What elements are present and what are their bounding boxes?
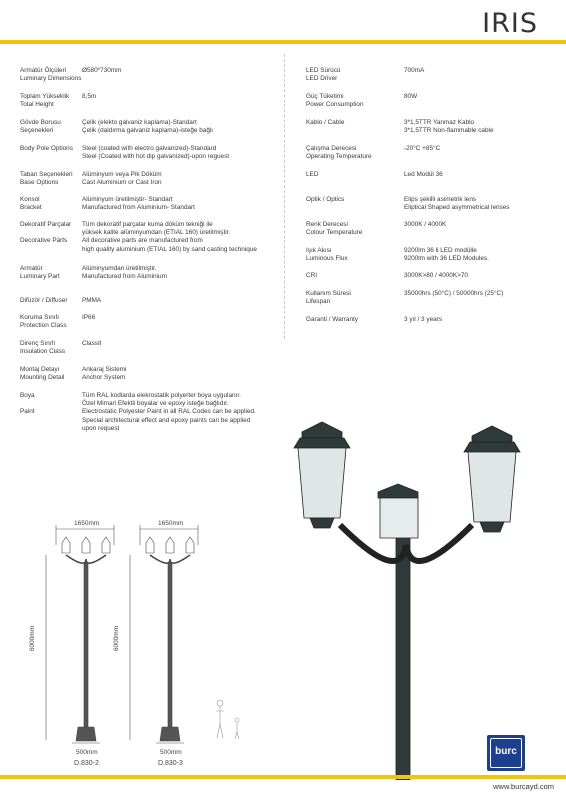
spec-value-line: Special architectural effect and epoxy paints can be applied [82,416,251,424]
spec-value-line: Alüminyumdan üretilmiştir. [82,265,157,272]
spec-label [20,119,61,135]
spec-label-line: Insulation Class [20,348,66,356]
spec-value-line: yüksek kalite alüminyumdan (ETIAL 160) üretilmiştir. [82,229,231,237]
spec-label [306,196,344,204]
spec-label-line: Lifespan [306,298,331,306]
spec-label-line: Luminary Dimensions [20,75,82,83]
spec-value-line: Tüm RAL kodlarda elekrostatik polyerter boya uygulanır. [82,392,241,399]
spec-label-line: Işık Akısı [306,247,332,254]
spec-label [306,93,364,109]
spec-value [82,265,167,281]
spec-label-line: Luminary Part [20,273,60,281]
spec-label-line: Paint [20,408,35,416]
spec-label [306,272,317,280]
spec-value [404,93,417,101]
spec-label-line: LED Sürücü [306,67,341,74]
spec-label-line [20,400,35,408]
spec-value-line: Elips şekilli asimetrik lens [404,196,477,203]
spec-label [306,290,351,306]
spec-value-line: 9200lm with 36 LED Modules. [404,255,489,263]
spec-label-line: Power Consumption [306,101,364,109]
spec-value-line: Steel (Coated with hot dip galvanized)-upon reguest [82,153,230,161]
spec-value [82,171,162,187]
spec-value [404,196,510,212]
model-code-2: D.830-3 [158,760,183,767]
spec-label [20,93,69,109]
bottom-accent-bar [0,775,566,779]
spec-value-line: 80W [404,93,418,100]
spec-value [404,171,443,179]
spec-value-line: 3 yıl / 3 years [404,316,443,323]
spec-value-line: Alüminyum üretilmiştir- Standart [82,196,173,203]
spec-value-line: Eliptical Shaped asymmetrical lenses [404,204,510,212]
spec-value-line: Led Modül 36 [404,171,443,178]
spec-value [82,196,195,212]
spec-label-line: Konsol [20,196,40,203]
spec-label-line: Direnç Sınıfı [20,340,56,347]
spec-label [20,392,35,417]
spec-value [404,145,440,153]
spec-value [82,314,95,322]
spec-label-line [20,229,71,237]
model-code-1: D.830-2 [74,760,99,767]
product-illustration [280,420,566,780]
base-dim-2: 500mm [160,749,182,756]
spec-value-line: Tüm dekoratif parçalar kuma döküm tekniği ile [82,221,213,228]
spec-label-line: Body Pole Options [20,145,73,152]
spec-label-line: CRI [306,272,318,279]
spec-value-line: Manufactured from Aluminium- Standart [82,204,195,212]
spec-label [20,340,65,356]
spec-label-line: Taban Seçenekleri [20,171,73,178]
spec-value [404,119,494,135]
spec-label-line: Difüzör / Diffuser [20,297,68,304]
spec-label-line: Base Options [20,179,59,187]
spec-label [306,221,362,237]
spec-value-line: Alüminyum veya Pik Döküm [82,171,162,178]
spec-value-line: Cast Aluminium or Cast Iron [82,179,162,187]
spec-value [82,340,102,348]
spec-label [306,119,344,127]
website-url: www.burcayd.com [493,782,554,791]
spec-value [404,272,468,280]
spec-value-line: Manufactured from Aluminium [82,273,167,281]
spec-value-line: Çelik (daldırma galvaniz kaplama)-isteğe bağlı [82,127,214,135]
spec-label [20,314,67,330]
spec-label-line: Decorative Parts [20,237,68,245]
spec-value [82,145,229,161]
product-title: IRIS [482,8,538,39]
spec-value [82,221,257,254]
spec-value-line: PMMA [82,297,102,304]
base-dim-1: 500mm [76,749,98,756]
spec-label-line: Gövde Borusu [20,119,61,126]
spec-value-line: Ø580*730mm [82,67,122,74]
spec-label [306,247,348,263]
spec-value-line: 3*1,5TTR Non-flammable cable [404,127,494,135]
top-accent-bar [0,40,566,44]
spec-value [404,221,446,229]
spec-value-line: Steel (coated with electro galvanized)-Standard [82,145,217,152]
spec-value [82,366,126,382]
spec-label [20,171,73,187]
spec-label-line: Armatür Ölçüleri [20,67,67,74]
brand-logo: burc [487,735,525,771]
spec-label-line: Kablo / Cable [306,119,345,126]
spec-label-line: LED [306,171,319,178]
spec-value-line: 3*1,5TTR Yanmaz Kablo [404,119,475,126]
spec-value-line: Electrostatic Polyester Paint in all RAL Codes can be applied. [82,408,256,416]
spec-label-line: Colour Temperature [306,229,363,237]
spec-value-line: Anchor System [82,374,126,382]
spec-label-line: Toplam Yükseklik [20,93,70,100]
spec-value-line: Çelik (elekto galvaniz kaplama)-Standart [82,119,197,126]
spec-label [20,196,42,212]
spec-value [82,392,256,433]
spec-label-line: Bracket [20,204,42,212]
spec-label [20,145,73,153]
spec-value-line: 35000hrs (50°C) / 50000hrs (25°C) [404,290,504,297]
spec-value-line: 3000K>80 / 4000K>70 [404,272,468,279]
technical-drawings [0,515,270,775]
spec-value-line: Özel Mimari Efektli boyalar ve epoxy isteğe bağlıdır. [82,400,229,408]
spec-value-line: 700mA [404,67,425,74]
spec-label [306,171,318,179]
spec-value-line: -20°C +85°C [404,145,441,152]
spec-label-line: LED Driver [306,75,338,83]
spec-value-line: upon request [82,424,120,432]
height-dim-2: 6000mm [113,625,121,652]
spec-value [404,67,424,75]
spec-label [306,316,358,324]
spec-value-line: Ankaraj Sistemi [82,366,127,373]
spec-label-line: Protection Class [20,322,67,330]
spec-label [306,67,340,83]
spec-label-line: Dekoratif Parçalar [20,221,72,228]
spec-label-line: Total Height [20,101,54,109]
spec-value [82,297,101,305]
spec-label-line: Renk Derecesi [306,221,348,228]
spec-value [404,247,489,263]
spec-label-line: Luminous Flux [306,255,348,263]
spec-label [20,67,81,83]
width-dim-1: 1650mm [74,520,100,527]
spec-label-line: Seçenekleri [20,127,54,135]
spec-label-line: Çalışma Derecesi [306,145,357,152]
spec-value [404,290,503,298]
spec-value-line: high quality aluminium (ETIAL 160) by sand casting technique [82,245,257,253]
spec-label-line: Kullanım Süresi [306,290,351,297]
spec-value-line: ClassII [82,340,102,347]
spec-label-line: Montaj Detayı [20,366,60,373]
spec-label-line: Garanti / Warranty [306,316,358,323]
spec-value [82,67,121,75]
spec-label-line: Boya [20,392,35,399]
spec-label [20,265,60,281]
spec-label-line: Optik / Optics [306,196,345,203]
spec-label [306,145,372,161]
spec-value [404,316,442,324]
spec-value [82,119,213,135]
spec-label [20,221,71,246]
column-divider [284,54,285,339]
spec-value-line: 8,5m [82,93,97,100]
spec-label [20,366,64,382]
spec-value-line: 3000K / 4000K [404,221,447,228]
spec-label [20,297,67,305]
width-dim-2: 1650mm [158,520,184,527]
spec-value-line: IP66 [82,314,96,321]
spec-label-line: Mounting Detail [20,374,65,382]
height-dim-1: 6000mm [29,625,37,652]
spec-label-line: Koruma Sınıfı [20,314,60,321]
spec-value [82,93,96,101]
spec-label-line: Güç Tüketimi [306,93,344,100]
spec-value-line: All decorative parts are manufactured from [82,237,203,245]
spec-value-line: 9200lm 36 li LED modülle [404,247,477,254]
spec-label-line: Operating Temperature [306,153,372,161]
spec-label-line: Armatür [20,265,43,272]
